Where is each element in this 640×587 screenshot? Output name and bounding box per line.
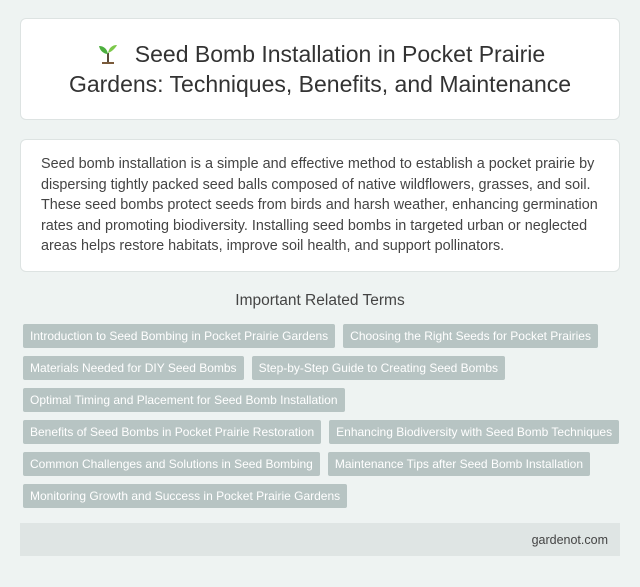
intro-paragraph: Seed bomb installation is a simple and effective method to establish a pocket prairie by dispersing tightly packed seed balls composed of native wildflowers, grasses, and soil. These seed bombs protect seeds from birds and harsh weather, enhancing germination rates and promoting biodiversity. Installing seed bombs in targeted urban or neglected areas helps restore habitats, improve soil health, and support pollinators. (41, 156, 598, 254)
footer (20, 523, 620, 556)
related-term-tag[interactable]: Introduction to Seed Bombing in Pocket Prairie Gardens (23, 324, 335, 348)
title-card (20, 18, 620, 120)
seedling-icon (95, 42, 121, 64)
footer-site-link[interactable]: gardenot.com (531, 532, 608, 547)
related-terms-list (23, 324, 623, 508)
related-term-tag[interactable]: Common Challenges and Solutions in Seed Bombing (23, 452, 320, 476)
related-term-tag[interactable]: Monitoring Growth and Success in Pocket Prairie Gardens (23, 484, 347, 508)
related-terms-heading: Important Related Terms (235, 292, 405, 309)
page-title (51, 39, 589, 99)
related-term-tag[interactable]: Materials Needed for DIY Seed Bombs (23, 356, 244, 380)
related-term-tag[interactable]: Maintenance Tips after Seed Bomb Installation (328, 452, 590, 476)
related-term-tag[interactable]: Choosing the Right Seeds for Pocket Prairies (343, 324, 598, 348)
related-term-tag[interactable]: Benefits of Seed Bombs in Pocket Prairie Restoration (23, 420, 321, 444)
related-term-tag[interactable]: Enhancing Biodiversity with Seed Bomb Techniques (329, 420, 619, 444)
related-term-tag[interactable]: Optimal Timing and Placement for Seed Bomb Installation (23, 388, 345, 412)
page-title-text: Seed Bomb Installation in Pocket Prairie Gardens: Techniques, Benefits, and Maintenance (68, 41, 572, 97)
related-term-tag[interactable]: Step-by-Step Guide to Creating Seed Bombs (252, 356, 505, 380)
intro-card (20, 139, 620, 272)
